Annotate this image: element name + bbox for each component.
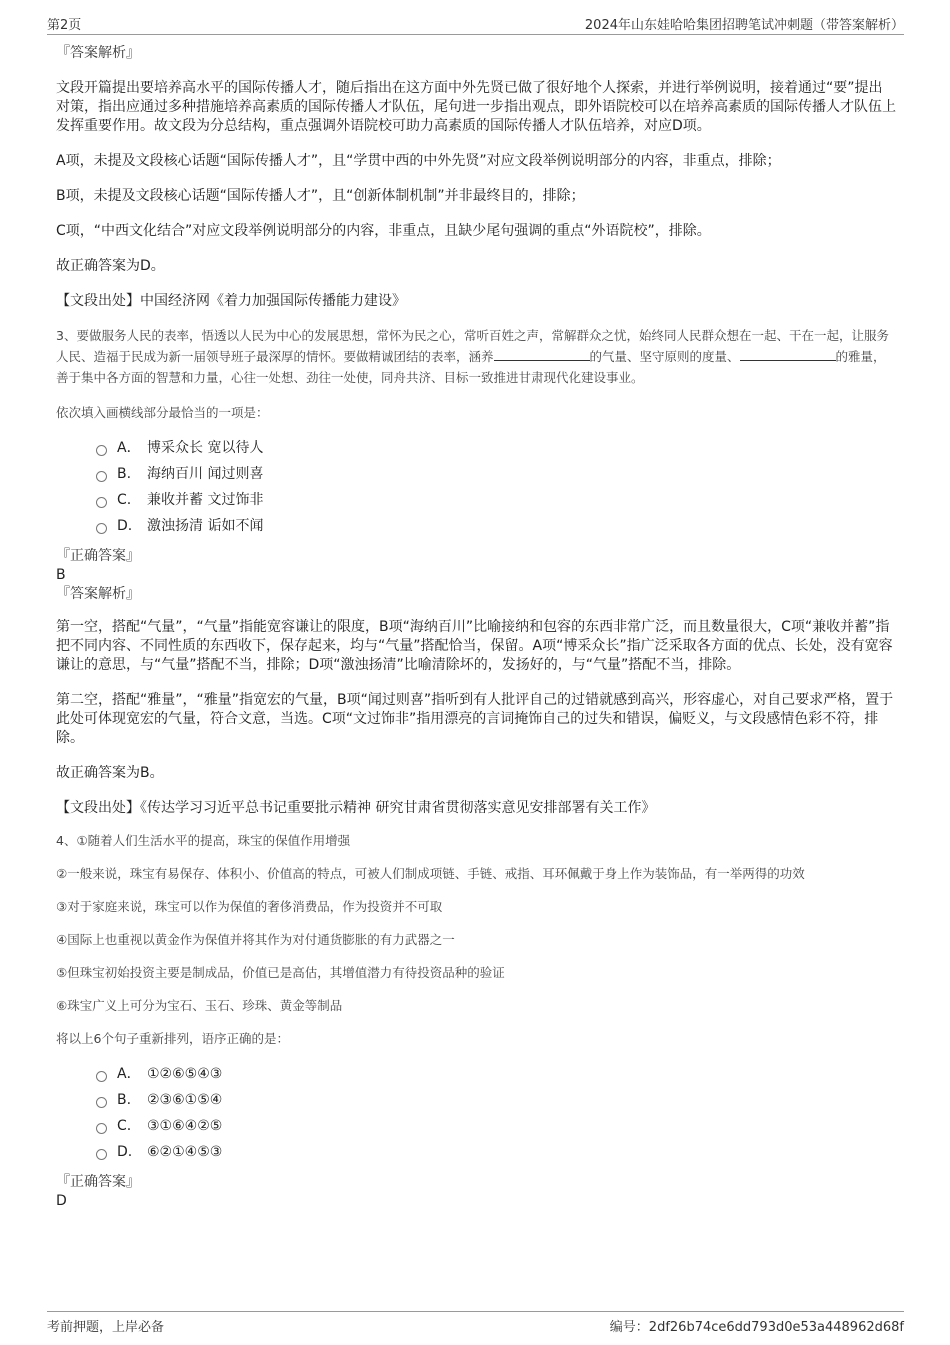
question-4-sentence: ③对于家庭来说，珠宝可以作为保值的奢侈消费品，作为投资并不可取 [56, 899, 443, 914]
question-4-sentence: ⑤但珠宝初始投资主要是制成品，价值已是高估，其增值潜力有待投资品种的验证 [56, 965, 505, 980]
analysis-option-a: A项，未提及文段核心话题“国际传播人才”，且“学贯中西的中外先贤”对应文段举例说明部分的内容，非重点，排除； [56, 153, 781, 169]
question-4-sentence: ⑥珠宝广义上可分为宝石、玉石、珍珠、黄金等制品 [56, 998, 343, 1013]
question-3-prompt: 依次填入画横线部分最恰当的一项是： [56, 405, 269, 420]
correct-answer: B [56, 567, 66, 583]
radio-icon[interactable] [96, 471, 107, 482]
answer-conclusion: 故正确答案为B。 [56, 765, 164, 781]
radio-icon[interactable] [96, 1149, 107, 1160]
question-4-sentence: ④国际上也重视以黄金作为保值并将其作为对付通货膨胀的有力武器之一 [56, 932, 455, 947]
question-4-option-c[interactable]: C. ③①⑥④②⑤ [96, 1113, 896, 1139]
correct-answer-tag: 『正确答案』 [56, 1174, 140, 1190]
question-3-option-c[interactable]: C. 兼收并蓄 文过饰非 [96, 487, 896, 513]
analysis-option-c: C项，“中西文化结合”对应文段举例说明部分的内容，非重点，且缺少尾句强调的重点“外语院校”，排除。 [56, 223, 711, 239]
answer-conclusion: 故正确答案为D。 [56, 258, 165, 274]
radio-icon[interactable] [96, 1071, 107, 1082]
radio-icon[interactable] [96, 497, 107, 508]
document-title: 2024年山东娃哈哈集团招聘笔试冲刺题（带答案解析） [584, 18, 904, 33]
page-header [47, 12, 904, 35]
analysis-paragraph: 第二空，搭配“雅量”，“雅量”指宽宏的气量，B项“闻过则喜”指听到有人批评自己的过错就感到高兴，形容虚心，对自己要求严格，置于此处可体现宽宏的气量，符合文意，当选。C项“文过饰非”指用漂亮的言词掩饰自己的过失和错误，偏贬义，与文段感情色彩不符，排除。 [56, 692, 894, 746]
source-citation: 【文段出处】中国经济网《着力加强国际传播能力建设》 [56, 293, 406, 309]
document-id: 编号：2df26b74ce6dd793d0e53a448962d68f [609, 1320, 904, 1335]
page-footer [47, 1311, 904, 1342]
question-3-stem: 3、要做服务人民的表率，悟透以人民为中心的发展思想，常怀为民之心，常听百姓之声，常解群众之忧，始终同人民群众想在一起、干在一起，让服务人民、造福于民成为新一届领导班子最深厚的情怀。要做精诚团结的表率，涵养 的气量、坚守原则的度量、 的雅量，善于集中各方面的智慧和力量，心往一处想、劲往一处使，同舟共济、目标一致推进甘肃现代化建设事业。 [56, 328, 889, 385]
document-body [56, 44, 896, 1211]
correct-answer-tag: 『正确答案』 [56, 548, 140, 564]
radio-icon[interactable] [96, 1097, 107, 1108]
question-3-option-a[interactable]: A． 博采众长 宽以待人 [96, 435, 896, 461]
source-citation: 【文段出处】《传达学习习近平总书记重要批示精神 研究甘肃省贯彻落实意见安排部署有关工作》 [56, 800, 656, 816]
analysis-paragraph: 第一空，搭配“气量”，“气量”指能宽容谦让的限度，B项“海纳百川”比喻接纳和包容的东西非常广泛，而且数量很大，C项“兼收并蓄”指把不同内容、不同性质的东西收下，保存起来，均与“气量”搭配恰当，保留。A项“博采众长”指广泛采取各方面的优点、长处，没有宽容谦让的意思，与“气量”搭配不当，排除；D项“激浊扬清”比喻清除坏的，发扬好的，与“气量”搭配不当，排除。 [56, 619, 893, 673]
analysis-tag: 『答案解析』 [56, 45, 140, 61]
question-4-option-b[interactable]: B. ②③⑥①⑤④ [96, 1087, 896, 1113]
correct-answer: D [56, 1193, 67, 1209]
question-3-option-d[interactable]: D. 激浊扬清 诟如不闻 [96, 513, 896, 539]
analysis-option-b: B项，未提及文段核心话题“国际传播人才”，且“创新体制机制”并非最终目的，排除； [56, 188, 585, 204]
radio-icon[interactable] [96, 523, 107, 534]
question-4-option-a[interactable]: A． ①②⑥⑤④③ [96, 1061, 896, 1087]
page-number: 第2页 [47, 18, 82, 33]
footer-slogan: 考前押题，上岸必备 [47, 1320, 165, 1335]
analysis-tag: 『答案解析』 [56, 586, 140, 602]
fill-blank-2 [740, 346, 836, 361]
analysis-paragraph: 文段开篇提出要培养高水平的国际传播人才，随后指出在这方面中外先贤已做了很好地个人探索，并进行举例说明，接着通过“要”提出对策，指出应通过多种措施培养高素质的国际传播人才队伍，尾句进一步指出观点，即外语院校可以在培养高素质的国际传播人才队伍上发挥重要作用。故文段为分总结构，重点强调外语院校可助力高素质的国际传播人才队伍培养，对应D项。 [56, 80, 896, 134]
question-4-prompt: 将以上6个句子重新排列，语序正确的是： [56, 1031, 289, 1046]
radio-icon[interactable] [96, 445, 107, 456]
question-4-sentence: 4、①随着人们生活水平的提高，珠宝的保值作用增强 [56, 833, 351, 848]
fill-blank-1 [494, 346, 590, 361]
question-4-option-d[interactable]: D. ⑥②①④⑤③ [96, 1139, 896, 1165]
question-4-sentence: ②一般来说，珠宝有易保存、体积小、价值高的特点，可被人们制成项链、手链、戒指、耳环佩戴于身上作为装饰品，有一举两得的功效 [56, 866, 805, 881]
radio-icon[interactable] [96, 1123, 107, 1134]
question-3-option-b[interactable]: B. 海纳百川 闻过则喜 [96, 461, 896, 487]
